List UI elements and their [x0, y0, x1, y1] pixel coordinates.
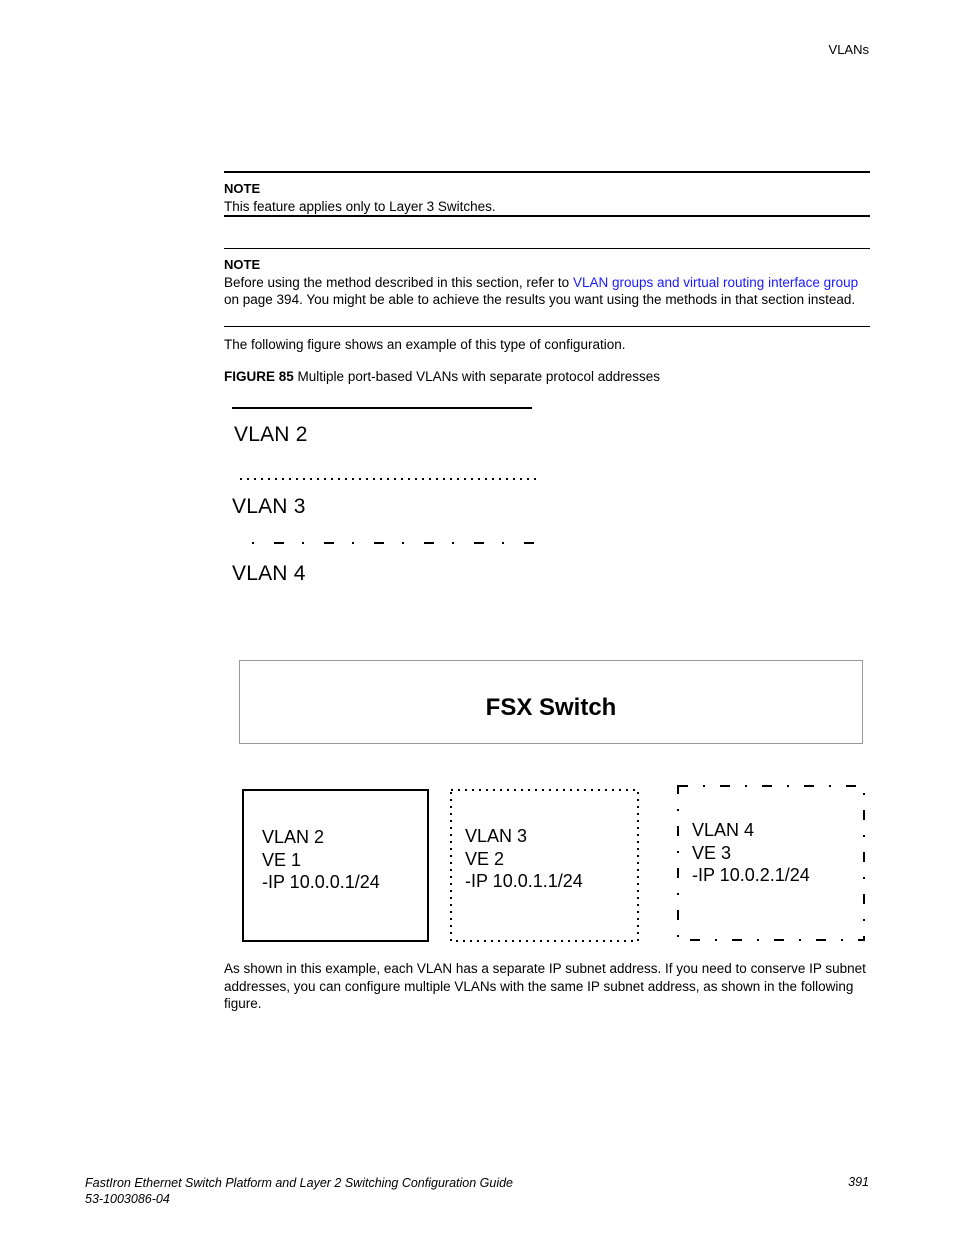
legend-line-dotted [232, 474, 537, 484]
legend-label-vlan2: VLAN 2 [234, 423, 308, 446]
vlan2-box-text [262, 826, 380, 894]
vlan2-box-ve: VE 1 [262, 849, 302, 870]
note2-label: NOTE [224, 257, 261, 272]
legend-line-dash-dot [232, 538, 537, 548]
note2-bottom-rule [224, 326, 870, 327]
note1-label: NOTE [224, 181, 261, 196]
vlan3-box-text [465, 825, 583, 893]
legend-line-solid [232, 407, 532, 409]
legend-label-vlan4: VLAN 4 [232, 562, 306, 585]
vlan3-box-vlan: VLAN 3 [465, 826, 528, 846]
note2 [224, 256, 870, 309]
note1 [224, 180, 870, 215]
footer-page-number: 391 [848, 1175, 869, 1189]
figure-caption [224, 369, 660, 384]
footer-title: FastIron Ethernet Switch Platform and Layer 2 Switching Configuration Guide [85, 1176, 513, 1190]
footer-doc-number: 53-1003086-04 [85, 1192, 170, 1206]
note1-bottom-rule [224, 215, 870, 217]
note2-text-before: Before using the method described in this section, refer to [224, 274, 573, 290]
legend-label-vlan3: VLAN 3 [232, 495, 306, 518]
footer-left [85, 1175, 513, 1207]
vlan2-box [242, 789, 429, 942]
figure-number: FIGURE 85 [224, 369, 294, 384]
fsx-switch-label: FSX Switch [485, 694, 617, 721]
vlan2-box-ip: -IP 10.0.0.1/24 [262, 872, 380, 892]
vlan2-box-vlan: VLAN 2 [262, 827, 325, 847]
vlan-groups-link[interactable]: VLAN groups and virtual routing interface group [572, 274, 859, 290]
closing-paragraph: As shown in this example, each VLAN has a separate IP subnet address. If you need to conserve IP subnet addresses, you can configure multiple VLANs with the same IP subnet address, as shown in the following figure. [224, 961, 866, 1011]
note2-top-rule [224, 248, 870, 249]
note1-top-rule [224, 171, 870, 173]
vlan3-box-ip: -IP 10.0.1.1/24 [465, 871, 583, 891]
figure-caption-text: Multiple port-based VLANs with separate protocol addresses [297, 369, 660, 384]
note2-text [224, 274, 870, 309]
vlan4-box-text [692, 819, 810, 887]
vlan4-box-ip: -IP 10.0.2.1/24 [692, 865, 810, 885]
vlan4-box-ve: VE 3 [692, 842, 732, 863]
vlan4-box-vlan: VLAN 4 [692, 820, 755, 840]
note1-text: This feature applies only to Layer 3 Switches. [224, 198, 496, 214]
running-header-section: VLANs [828, 42, 869, 57]
note2-text-after: on page 394. You might be able to achieve the results you want using the methods in that section instead. [224, 292, 856, 307]
vlan3-box-ve: VE 2 [465, 848, 505, 869]
fsx-switch-box [239, 660, 863, 744]
intro-paragraph: The following figure shows an example of this type of configuration. [224, 337, 626, 352]
